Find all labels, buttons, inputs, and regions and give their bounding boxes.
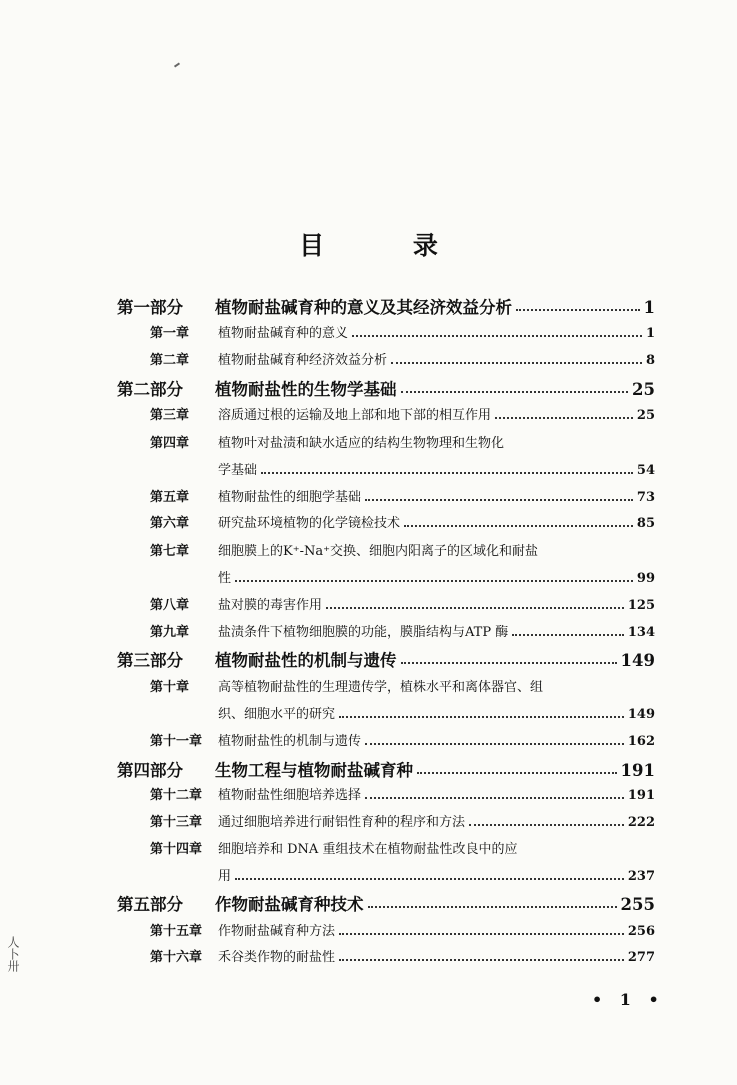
toc-entry-page: 191 bbox=[620, 761, 655, 780]
page-number: • 1 • bbox=[592, 990, 665, 1009]
leader-dots bbox=[352, 335, 642, 337]
leader-dots bbox=[417, 772, 617, 774]
leader-dots bbox=[339, 716, 624, 718]
toc-entry-title: 植物耐盐性细胞培养选择 bbox=[218, 788, 362, 803]
toc-entry-label: 第一部分 bbox=[117, 298, 183, 317]
toc-entry-label: 第七章 bbox=[150, 544, 190, 559]
toc-entry-page: 54 bbox=[636, 463, 655, 478]
toc-chapter-row bbox=[150, 784, 655, 803]
leader-dots bbox=[339, 959, 624, 961]
toc-entry-label: 第三部分 bbox=[117, 651, 183, 670]
toc-entry-label: 第五章 bbox=[150, 490, 190, 505]
toc-entry-label: 第十三章 bbox=[150, 815, 203, 830]
toc-entry-label: 第九章 bbox=[150, 625, 190, 640]
toc-chapter-row bbox=[150, 322, 655, 341]
margin-mark: 人卜卅 bbox=[6, 936, 20, 972]
page-speck bbox=[174, 62, 180, 67]
toc-entry-page: 134 bbox=[627, 625, 655, 640]
leader-dots bbox=[404, 525, 633, 527]
toc-entry-page: 162 bbox=[627, 734, 655, 749]
leader-dots bbox=[401, 391, 629, 393]
toc-chapter-row bbox=[150, 486, 655, 505]
leader-dots bbox=[326, 607, 624, 609]
toc-entry-title: 细胞膜上的K⁺-Na⁺交换、细胞内阳离子的区域化和耐盐 bbox=[218, 544, 538, 559]
toc-entry-page: 237 bbox=[627, 869, 655, 884]
toc-entry-label: 第十四章 bbox=[150, 842, 203, 857]
toc-entry-label: 第十六章 bbox=[150, 950, 203, 965]
toc-chapter-row bbox=[150, 621, 655, 640]
leader-dots bbox=[368, 906, 617, 908]
toc-entry-title-cont: 用 bbox=[218, 869, 232, 884]
toc-entry-title: 溶质通过根的运输及地上部和地下部的相互作用 bbox=[218, 408, 492, 423]
toc-entry-title: 盐对膜的毒害作用 bbox=[218, 598, 323, 613]
toc-chapter-continuation bbox=[218, 703, 655, 722]
toc-entry-page: 191 bbox=[627, 788, 655, 803]
toc-entry-title: 禾谷类作物的耐盐性 bbox=[218, 950, 336, 965]
toc-entry-title: 植物耐盐碱育种经济效益分析 bbox=[218, 353, 388, 368]
toc-chapter-row bbox=[150, 594, 655, 613]
toc-entry-label: 第十一章 bbox=[150, 734, 203, 749]
toc-entry-title: 植物耐盐碱育种的意义及其经济效益分析 bbox=[215, 298, 512, 317]
toc-chapter-row bbox=[150, 540, 655, 559]
toc-entry-page: 125 bbox=[627, 598, 655, 613]
leader-dots bbox=[339, 933, 624, 935]
toc-entry-page: 255 bbox=[620, 895, 655, 914]
toc-entry-title: 植物耐盐碱育种的意义 bbox=[218, 326, 349, 341]
toc-entry-title: 生物工程与植物耐盐碱育种 bbox=[215, 761, 413, 780]
toc-entry-title: 植物叶对盐渍和缺水适应的结构生物物理和生物化 bbox=[218, 436, 505, 451]
toc-entry-page: 25 bbox=[636, 408, 655, 423]
toc-entry-title: 植物耐盐性的机制与遗传 bbox=[218, 734, 362, 749]
toc-entry-page: 149 bbox=[627, 707, 655, 722]
leader-dots bbox=[469, 824, 624, 826]
toc-entry-title: 盐渍条件下植物细胞膜的功能，膜脂结构与ATP 酶 bbox=[218, 625, 509, 640]
toc-part-row bbox=[117, 757, 655, 781]
page-title: 目 录 bbox=[299, 231, 478, 260]
toc-entry-title: 细胞培养和 DNA 重组技术在植物耐盐性改良中的应 bbox=[218, 842, 518, 857]
toc-chapter-continuation bbox=[218, 567, 655, 586]
toc-entry-page: 99 bbox=[636, 571, 655, 586]
leader-dots bbox=[516, 309, 640, 311]
leader-dots bbox=[261, 472, 633, 474]
toc-entry-title: 植物耐盐性的机制与遗传 bbox=[215, 651, 397, 670]
toc-entry-title: 作物耐盐碱育种方法 bbox=[218, 924, 336, 939]
toc-entry-label: 第十章 bbox=[150, 680, 190, 695]
toc-chapter-row bbox=[150, 349, 655, 368]
toc-part-row bbox=[117, 647, 655, 671]
toc-entry-title: 研究盐环境植物的化学镜检技术 bbox=[218, 516, 401, 531]
toc-entry-page: 256 bbox=[627, 924, 655, 939]
toc-entry-label: 第二部分 bbox=[117, 380, 183, 399]
toc-entry-title: 作物耐盐碱育种技术 bbox=[215, 895, 364, 914]
toc-entry-label: 第二章 bbox=[150, 353, 190, 368]
toc-entry-title: 高等植物耐盐性的生理遗传学，植株水平和离体器官、组 bbox=[218, 680, 544, 695]
toc-chapter-row bbox=[150, 838, 655, 857]
toc-part-row bbox=[117, 376, 655, 400]
toc-entry-label: 第十五章 bbox=[150, 924, 203, 939]
toc-chapter-continuation bbox=[218, 865, 655, 884]
toc-entry-label: 第五部分 bbox=[117, 895, 183, 914]
leader-dots bbox=[365, 797, 624, 799]
toc-entry-title: 植物耐盐性的细胞学基础 bbox=[218, 490, 362, 505]
toc-entry-page: 73 bbox=[636, 490, 655, 505]
toc-entry-label: 第十二章 bbox=[150, 788, 203, 803]
leader-dots bbox=[401, 662, 617, 664]
toc-chapter-row bbox=[150, 404, 655, 423]
toc-chapter-row bbox=[150, 811, 655, 830]
toc-chapter-row bbox=[150, 512, 655, 531]
toc-entry-title-cont: 性 bbox=[218, 571, 232, 586]
toc-entry-title-cont: 学基础 bbox=[218, 463, 258, 478]
toc-entry-title: 通过细胞培养进行耐铝性育种的程序和方法 bbox=[218, 815, 466, 830]
toc-entry-label: 第四部分 bbox=[117, 761, 183, 780]
toc-entry-page: 222 bbox=[627, 815, 655, 830]
toc-chapter-row bbox=[150, 676, 655, 695]
leader-dots bbox=[365, 499, 633, 501]
toc-chapter-row bbox=[150, 920, 655, 939]
leader-dots bbox=[235, 878, 624, 880]
toc-entry-page: 149 bbox=[620, 651, 655, 670]
toc-entry-label: 第四章 bbox=[150, 436, 190, 451]
toc-entry-page: 1 bbox=[645, 326, 655, 341]
toc-chapter-row bbox=[150, 946, 655, 965]
toc-entry-label: 第一章 bbox=[150, 326, 190, 341]
toc-entry-title-cont: 织、细胞水平的研究 bbox=[218, 707, 336, 722]
toc-entry-label: 第六章 bbox=[150, 516, 190, 531]
toc-part-row bbox=[117, 294, 655, 318]
toc-chapter-continuation bbox=[218, 459, 655, 478]
toc-entry-page: 8 bbox=[645, 353, 655, 368]
toc-chapter-row bbox=[150, 432, 655, 451]
toc-entry-page: 85 bbox=[636, 516, 655, 531]
leader-dots bbox=[495, 417, 633, 419]
leader-dots bbox=[235, 580, 633, 582]
toc-entry-label: 第三章 bbox=[150, 408, 190, 423]
leader-dots bbox=[365, 743, 624, 745]
toc-entry-page: 277 bbox=[627, 950, 655, 965]
leader-dots bbox=[512, 634, 624, 636]
toc-entry-label: 第八章 bbox=[150, 598, 190, 613]
toc-entry-title: 植物耐盐性的生物学基础 bbox=[215, 380, 397, 399]
toc-chapter-row bbox=[150, 730, 655, 749]
leader-dots bbox=[391, 362, 642, 364]
toc-entry-page: 25 bbox=[632, 380, 655, 399]
toc-part-row bbox=[117, 891, 655, 915]
toc-entry-page: 1 bbox=[643, 298, 655, 317]
